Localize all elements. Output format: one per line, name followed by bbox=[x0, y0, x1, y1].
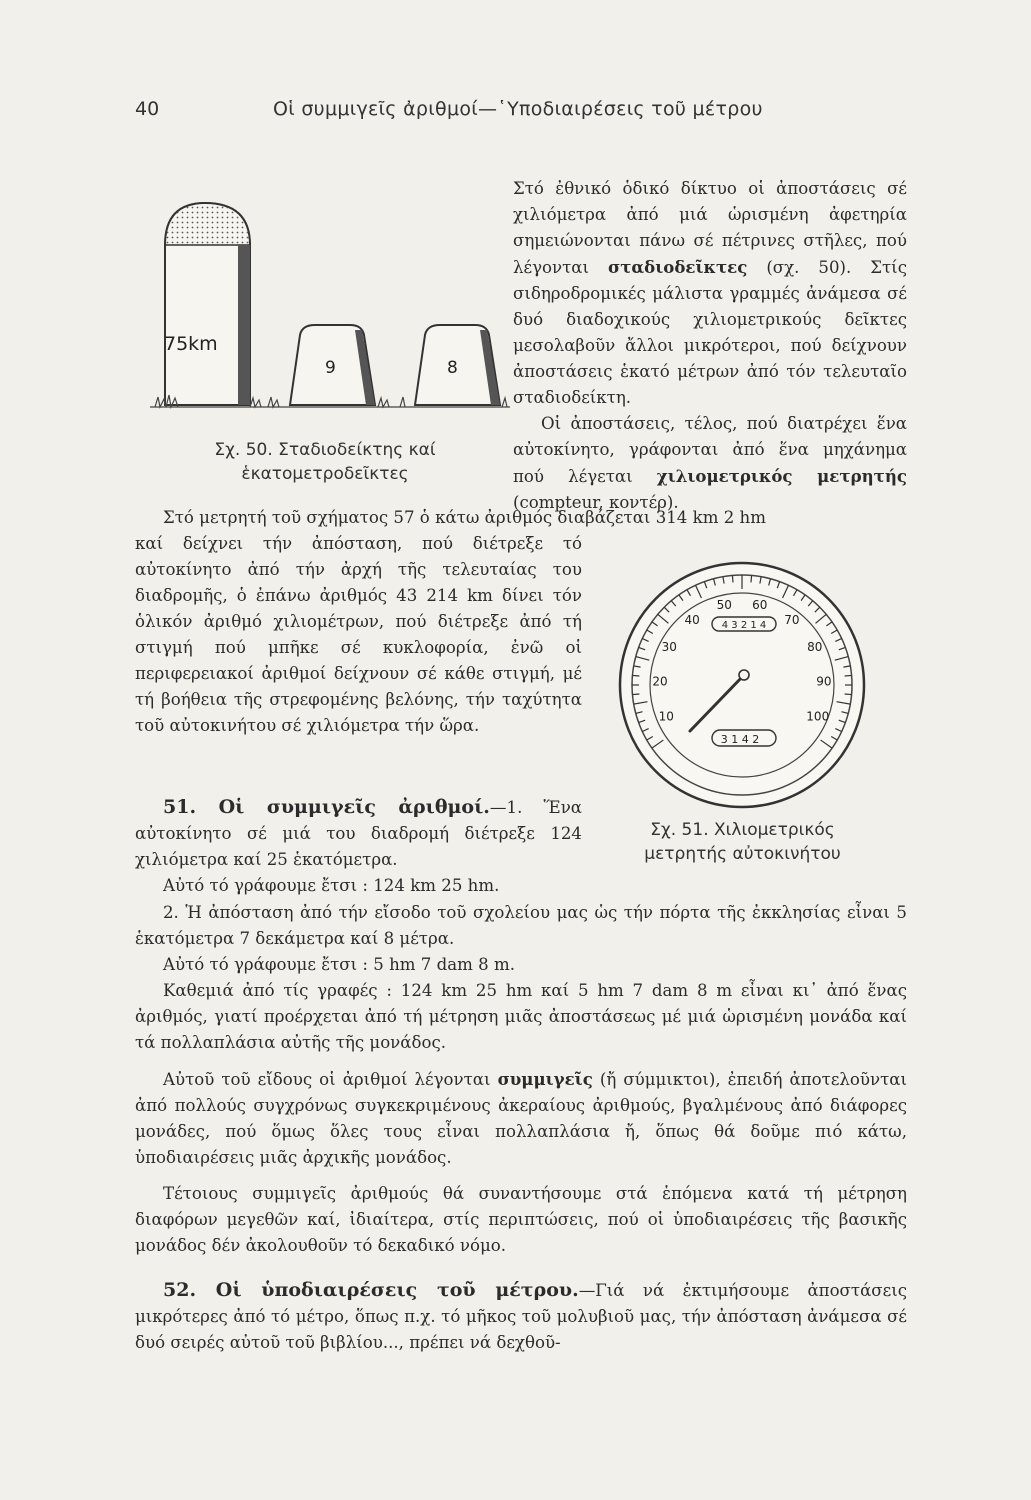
paragraph-intro-wrap bbox=[513, 176, 907, 516]
section-51-heading: 51. Οἱ συμμιγεῖς ἀριθμοί. bbox=[163, 796, 490, 818]
speed-label-40: 40 bbox=[684, 612, 700, 627]
odometer-intro-end: (compteur, κοντέρ). bbox=[513, 493, 679, 512]
speed-tick bbox=[732, 575, 733, 582]
figure-50-caption-line1: Σχ. 50. Σταδιοδείκτης καί bbox=[214, 440, 436, 460]
figure-51-caption-line1: Σχ. 51. Χιλιομετρικός bbox=[650, 820, 835, 840]
term-stadiodeiktes: σταδιοδεῖκτες bbox=[608, 257, 748, 277]
speed-label-60: 60 bbox=[752, 597, 768, 612]
section-51-such: Τέτοιους συμμιγεῖς ἀριθμούς θά συναντήσουμε στά ἑπόμενα κατά τή μέτρηση διαφόρων μεγεθῶν καί, ἰδιαίτερα, στίς περιπτώσεις, πού οἱ ὑποδιαιρέσεις τῆς βασικῆς μονάδος δέν ἀκολουθοῦν τό δεκαδικό νόμο. bbox=[135, 1184, 907, 1255]
paragraph-meter-first-line bbox=[135, 505, 907, 531]
page-number: 40 bbox=[135, 98, 160, 120]
meter-description: καί δείχνει τήν ἀπόσταση, πού διέτρεξε τό αὐτοκίνητο ἀπό τήν ἀρχή τῆς τελευταίας του διαδρομῆς, ὁ ἐπάνω ἀριθμός 43 214 km δίνει τόν ὁλικόν ἀριθμό χιλιομέτρων, πού διέτρεξε ἀπό τή στιγμή πού μπῆκε σέ κυκλοφορία, ἐνῶ οἱ περιφερειακοί ἀριθμοί δείχνουν σέ κάθε στιγμή, μέ τή βοήθεια τῆς στρεφομένης βελόνης, τήν ταχύτητα τοῦ αὐτοκινήτου σέ χιλιόμετρα τήν ὥρα. bbox=[135, 534, 582, 735]
term-symmigeis: συμμιγεῖς bbox=[497, 1069, 593, 1089]
speed-label-30: 30 bbox=[661, 640, 677, 655]
intro-rest: (σχ. 50). Στίς σιδηροδρομικές μάλιστα γραμμές ἀνάμεσα σέ δυό διαδοχικούς χιλιομετρικούς δεῖκτες μεσολαβοῦν ἄλλοι μικρότεροι, πού δείχνουν ἀποστάσεις ἑκατό μέτρων ἀπό τόν τελευταῖο σταδιοδείκτη. bbox=[513, 258, 907, 407]
speed-label-100: 100 bbox=[806, 709, 830, 724]
figure-50-caption bbox=[140, 438, 510, 486]
speed-label-50: 50 bbox=[716, 597, 732, 612]
odometer-trip: 3 1 4 2 bbox=[720, 733, 760, 746]
speed-tick bbox=[751, 575, 752, 582]
section-51-body bbox=[135, 900, 907, 1356]
figure-51-caption-line2: μετρητής αὐτοκινήτου bbox=[644, 844, 841, 864]
speed-label-90: 90 bbox=[816, 674, 832, 689]
figure-51-caption bbox=[600, 818, 885, 866]
term-odometer: χιλιομετρικός μετρητής bbox=[656, 466, 907, 486]
figure-51-speedometer bbox=[612, 555, 872, 815]
stone-large-label: 75km bbox=[164, 333, 218, 355]
speed-tick bbox=[632, 694, 639, 695]
stone-small-1-label: 9 bbox=[325, 358, 336, 378]
running-title: Οἱ συμμιγεῖς ἀριθμοί—῾Υποδιαιρέσεις τοῦ μέτρου bbox=[273, 98, 763, 120]
section-51-example-2-write: Αὐτό τό γράφουμε ἔτσι : 5 hm 7 dam 8 m. bbox=[163, 955, 515, 974]
figure-50-markers bbox=[150, 195, 510, 420]
section-51-kind-start: Αὐτοῦ τοῦ εἴδους οἱ ἀριθμοί λέγονται bbox=[163, 1070, 491, 1089]
intro-text: Στό ἐθνικό ὁδικό δίκτυο οἱ ἀποστάσεις σέ χιλιόμετρα ἀπό μιά ὡρισμένη ἀφετηρία σημειώνονται πάνω σέ πέτρινες στῆλες, πού λέγονται bbox=[513, 179, 907, 277]
speed-label-20: 20 bbox=[652, 674, 668, 689]
section-52-text: —Γιά νά ἐκτιμήσουμε ἀποστάσεις μικρότερες ἀπό τό μέτρο, ὅπως π.χ. τό μῆκος τοῦ μολυβιοῦ μας, τήν ἀπόσταση ἀνάμεσα σέ δυό σειρές αὐτοῦ τοῦ βιβλίου..., πρέπει νά δεχθοῦ- bbox=[135, 1281, 907, 1352]
figure-50-caption-line2: ἑκατομετροδεῖκτες bbox=[241, 464, 409, 484]
speed-label-70: 70 bbox=[784, 612, 800, 627]
speed-label-10: 10 bbox=[658, 709, 674, 724]
paragraph-meter-wrap bbox=[135, 531, 582, 739]
section-51-kind-end: (ἤ σύμμικτοι), ἐπειδή ἀποτελοῦνται ἀπό πολλούς συγχρόνως συγκεκριμένους ἀκεραίους ἀριθμούς, βγαλμένους ἀπό διάφορες μονάδες, πού ὅμως ὅλες τους εἶναι πολλαπλάσια ἤ, ὅπως θά δοῦμε πιό κάτω, ὑποδιαιρέσεις μιᾶς ἀρχικῆς μονάδος. bbox=[135, 1070, 907, 1167]
speed-tick bbox=[845, 675, 852, 676]
section-51-example-1: —1. Ἕνα αὐτοκίνητο σέ μιά του διαδρομή διέτρεξε 124 χιλιόμετρα καί 25 ἑκατόμετρα. bbox=[135, 798, 582, 869]
stone-small-2-label: 8 bbox=[447, 358, 458, 378]
odometer-total: 4 3 2 1 4 bbox=[721, 620, 767, 631]
section-52-heading: 52. Οἱ ὑποδιαιρέσεις τοῦ μέτρου. bbox=[163, 1279, 579, 1301]
section-51-intro bbox=[135, 794, 582, 899]
meter-first-line: Στό μετρητή τοῦ σχήματος 57 ὁ κάτω ἀριθμός διαβάζεται 314 km 2 hm bbox=[163, 508, 766, 527]
odometer-intro: Οἱ ἀποστάσεις, τέλος, πού διατρέχει ἕνα αὐτοκίνητο, γράφονται ἀπό ἕνα μηχάνημα πού λέγεται bbox=[513, 414, 907, 486]
speed-tick bbox=[632, 675, 639, 676]
section-51-each: Καθεμιά ἀπό τίς γραφές : 124 km 25 hm καί 5 hm 7 dam 8 m εἶναι κι᾿ ἀπό ἕνας ἀριθμός, γιατί προέρχεται ἀπό τή μέτρηση μιᾶς ἀποστάσεως μέ μιά ὡρισμένη μονάδα καί τά πολλαπλάσια αὐτῆς τῆς μονάδος. bbox=[135, 981, 907, 1052]
section-51-example-1-write: Αὐτό τό γράφουμε ἔτσι : 124 km 25 hm. bbox=[163, 876, 500, 895]
speed-tick bbox=[845, 694, 852, 695]
section-51-example-2: 2. Ἡ ἀπόσταση ἀπό τήν εἴσοδο τοῦ σχολείου μας ὡς τήν πόρτα τῆς ἐκκλησίας εἶναι 5 ἑκατόμετρα 7 δεκάμετρα καί 8 μέτρα. bbox=[135, 903, 907, 948]
speed-label-80: 80 bbox=[807, 640, 823, 655]
